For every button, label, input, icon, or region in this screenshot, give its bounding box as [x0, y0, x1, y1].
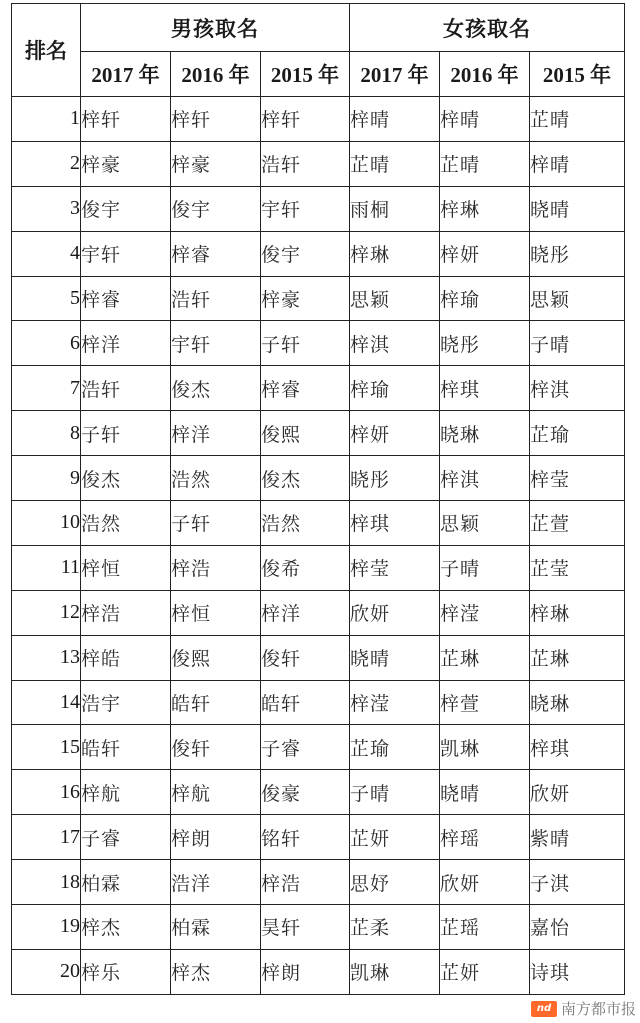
- boy-name-cell: 俊杰: [171, 366, 261, 411]
- girl-name-cell: 梓琳: [530, 590, 625, 635]
- girl-name-cell: 梓晴: [350, 97, 440, 142]
- boys-year-header: 2017 年: [81, 52, 171, 97]
- boy-name-cell: 浩然: [261, 501, 350, 546]
- boy-name-cell: 梓轩: [171, 97, 261, 142]
- rank-cell: 9: [12, 456, 81, 501]
- girl-name-cell: 诗琪: [530, 949, 625, 994]
- boy-name-cell: 梓轩: [81, 97, 171, 142]
- table-row: [12, 186, 625, 231]
- boy-name-cell: 子睿: [81, 815, 171, 860]
- boy-name-cell: 俊宇: [171, 186, 261, 231]
- rank-header: 排名: [12, 4, 81, 97]
- girls-year-header: 2016 年: [440, 52, 530, 97]
- table-row: [12, 590, 625, 635]
- boy-name-cell: 俊熙: [261, 411, 350, 456]
- boy-name-cell: 宇轩: [81, 231, 171, 276]
- boy-name-cell: 皓轩: [261, 680, 350, 725]
- boy-name-cell: 浩轩: [171, 276, 261, 321]
- girl-name-cell: 梓淇: [350, 321, 440, 366]
- girl-name-cell: 梓妍: [440, 231, 530, 276]
- table-row: [12, 366, 625, 411]
- boy-name-cell: 俊希: [261, 545, 350, 590]
- girl-name-cell: 嘉怡: [530, 905, 625, 950]
- girl-name-cell: 芷琳: [530, 635, 625, 680]
- girl-name-cell: 梓瑜: [440, 276, 530, 321]
- newspaper-logo-icon: nd: [531, 1001, 557, 1017]
- boy-name-cell: 昊轩: [261, 905, 350, 950]
- girl-name-cell: 梓晴: [440, 97, 530, 142]
- boy-name-cell: 俊熙: [171, 635, 261, 680]
- boys-year-header: 2015 年: [261, 52, 350, 97]
- boy-name-cell: 俊轩: [171, 725, 261, 770]
- table-row: [12, 545, 625, 590]
- table-row: [12, 905, 625, 950]
- rank-cell: 11: [12, 545, 81, 590]
- girl-name-cell: 雨桐: [350, 186, 440, 231]
- rank-cell: 17: [12, 815, 81, 860]
- rank-cell: 1: [12, 97, 81, 142]
- rank-cell: 12: [12, 590, 81, 635]
- header-row-years: [12, 52, 625, 97]
- girl-name-cell: 凯琳: [440, 725, 530, 770]
- rank-cell: 20: [12, 949, 81, 994]
- header-row-groups: [12, 4, 625, 52]
- girl-name-cell: 芷晴: [440, 141, 530, 186]
- table-body: [12, 97, 625, 995]
- girl-name-cell: 欣妍: [350, 590, 440, 635]
- table-row: [12, 456, 625, 501]
- girl-name-cell: 芷琳: [440, 635, 530, 680]
- boy-name-cell: 梓航: [81, 770, 171, 815]
- table-row: [12, 321, 625, 366]
- girl-name-cell: 芷妍: [350, 815, 440, 860]
- rank-cell: 16: [12, 770, 81, 815]
- girl-name-cell: 晓晴: [530, 186, 625, 231]
- boy-name-cell: 宇轩: [261, 186, 350, 231]
- boy-name-cell: 柏霖: [81, 860, 171, 905]
- boy-name-cell: 梓豪: [81, 141, 171, 186]
- girl-name-cell: 梓瑜: [350, 366, 440, 411]
- boy-name-cell: 梓航: [171, 770, 261, 815]
- boy-name-cell: 梓豪: [261, 276, 350, 321]
- boy-name-cell: 浩洋: [171, 860, 261, 905]
- boy-name-cell: 梓洋: [81, 321, 171, 366]
- girl-name-cell: 紫晴: [530, 815, 625, 860]
- boy-name-cell: 梓轩: [261, 97, 350, 142]
- boy-name-cell: 梓浩: [81, 590, 171, 635]
- rank-cell: 3: [12, 186, 81, 231]
- girls-year-header: 2015 年: [530, 52, 625, 97]
- watermark-text: 南方都市报: [560, 1000, 636, 1018]
- boy-name-cell: 梓皓: [81, 635, 171, 680]
- girl-name-cell: 梓琪: [350, 501, 440, 546]
- girl-name-cell: 梓琳: [350, 231, 440, 276]
- boy-name-cell: 子睿: [261, 725, 350, 770]
- boy-name-cell: 梓睿: [261, 366, 350, 411]
- names-ranking-table: [11, 3, 625, 995]
- boy-name-cell: 浩轩: [261, 141, 350, 186]
- table-row: [12, 635, 625, 680]
- girl-name-cell: 思妤: [350, 860, 440, 905]
- boys-year-header: 2016 年: [171, 52, 261, 97]
- table-row: [12, 276, 625, 321]
- table-row: [12, 949, 625, 994]
- girl-name-cell: 梓滢: [350, 680, 440, 725]
- boy-name-cell: 浩然: [81, 501, 171, 546]
- girl-name-cell: 晓彤: [350, 456, 440, 501]
- girls-year-header: 2017 年: [350, 52, 440, 97]
- girl-name-cell: 梓瑶: [440, 815, 530, 860]
- boy-name-cell: 皓轩: [81, 725, 171, 770]
- girl-name-cell: 晓晴: [440, 770, 530, 815]
- boy-name-cell: 梓恒: [171, 590, 261, 635]
- girl-name-cell: 芷晴: [530, 97, 625, 142]
- rank-cell: 8: [12, 411, 81, 456]
- girl-name-cell: 梓妍: [350, 411, 440, 456]
- boy-name-cell: 梓浩: [261, 860, 350, 905]
- girl-name-cell: 子淇: [530, 860, 625, 905]
- girl-name-cell: 芷妍: [440, 949, 530, 994]
- boy-name-cell: 俊杰: [81, 456, 171, 501]
- boy-name-cell: 子轩: [261, 321, 350, 366]
- girl-name-cell: 芷晴: [350, 141, 440, 186]
- boy-name-cell: 俊宇: [81, 186, 171, 231]
- girl-name-cell: 梓莹: [530, 456, 625, 501]
- boy-name-cell: 梓朗: [171, 815, 261, 860]
- boy-name-cell: 俊轩: [261, 635, 350, 680]
- boy-name-cell: 梓洋: [261, 590, 350, 635]
- table-row: [12, 411, 625, 456]
- girl-name-cell: 梓琳: [440, 186, 530, 231]
- table-row: [12, 97, 625, 142]
- rank-cell: 5: [12, 276, 81, 321]
- table-row: [12, 680, 625, 725]
- girl-name-cell: 欣妍: [530, 770, 625, 815]
- table-row: [12, 501, 625, 546]
- rank-cell: 19: [12, 905, 81, 950]
- girl-name-cell: 晓彤: [440, 321, 530, 366]
- girl-name-cell: 梓晴: [530, 141, 625, 186]
- boy-name-cell: 俊豪: [261, 770, 350, 815]
- girl-name-cell: 梓淇: [530, 366, 625, 411]
- boy-name-cell: 梓睿: [81, 276, 171, 321]
- boy-name-cell: 皓轩: [171, 680, 261, 725]
- girl-name-cell: 梓淇: [440, 456, 530, 501]
- girl-name-cell: 梓琪: [440, 366, 530, 411]
- girl-name-cell: 梓琪: [530, 725, 625, 770]
- girl-name-cell: 梓莹: [350, 545, 440, 590]
- boy-name-cell: 梓豪: [171, 141, 261, 186]
- boy-name-cell: 宇轩: [171, 321, 261, 366]
- girl-name-cell: 芷瑜: [350, 725, 440, 770]
- boy-name-cell: 梓恒: [81, 545, 171, 590]
- girl-name-cell: 芷莹: [530, 545, 625, 590]
- boys-names-header: 男孩取名: [81, 4, 350, 52]
- boy-name-cell: 俊杰: [261, 456, 350, 501]
- table-row: [12, 860, 625, 905]
- girl-name-cell: 欣妍: [440, 860, 530, 905]
- girl-name-cell: 子晴: [350, 770, 440, 815]
- boy-name-cell: 梓浩: [171, 545, 261, 590]
- girl-name-cell: 晓彤: [530, 231, 625, 276]
- girl-name-cell: 梓萱: [440, 680, 530, 725]
- rank-cell: 10: [12, 501, 81, 546]
- girl-name-cell: 梓滢: [440, 590, 530, 635]
- girl-name-cell: 晓琳: [440, 411, 530, 456]
- girl-name-cell: 芷瑶: [440, 905, 530, 950]
- rank-cell: 6: [12, 321, 81, 366]
- boy-name-cell: 浩宇: [81, 680, 171, 725]
- girl-name-cell: 芷萱: [530, 501, 625, 546]
- boy-name-cell: 梓杰: [81, 905, 171, 950]
- boy-name-cell: 梓洋: [171, 411, 261, 456]
- table-row: [12, 141, 625, 186]
- rank-cell: 7: [12, 366, 81, 411]
- girl-name-cell: 子晴: [440, 545, 530, 590]
- boy-name-cell: 子轩: [171, 501, 261, 546]
- boy-name-cell: 浩然: [171, 456, 261, 501]
- table-row: [12, 231, 625, 276]
- table-row: [12, 815, 625, 860]
- boy-name-cell: 浩轩: [81, 366, 171, 411]
- rank-cell: 2: [12, 141, 81, 186]
- girl-name-cell: 晓琳: [530, 680, 625, 725]
- boy-name-cell: 柏霖: [171, 905, 261, 950]
- boy-name-cell: 铭轩: [261, 815, 350, 860]
- boy-name-cell: 梓杰: [171, 949, 261, 994]
- boy-name-cell: 俊宇: [261, 231, 350, 276]
- girl-name-cell: 凯琳: [350, 949, 440, 994]
- boy-name-cell: 梓朗: [261, 949, 350, 994]
- girl-name-cell: 芷瑜: [530, 411, 625, 456]
- rank-cell: 18: [12, 860, 81, 905]
- rank-cell: 15: [12, 725, 81, 770]
- girls-names-header: 女孩取名: [350, 4, 625, 52]
- rank-cell: 14: [12, 680, 81, 725]
- girl-name-cell: 子晴: [530, 321, 625, 366]
- table-row: [12, 725, 625, 770]
- rank-cell: 4: [12, 231, 81, 276]
- girl-name-cell: 思颖: [440, 501, 530, 546]
- girl-name-cell: 芷柔: [350, 905, 440, 950]
- boy-name-cell: 梓乐: [81, 949, 171, 994]
- rank-cell: 13: [12, 635, 81, 680]
- girl-name-cell: 思颖: [530, 276, 625, 321]
- newspaper-watermark: [531, 998, 636, 1019]
- girl-name-cell: 思颖: [350, 276, 440, 321]
- boy-name-cell: 梓睿: [171, 231, 261, 276]
- boy-name-cell: 子轩: [81, 411, 171, 456]
- table-row: [12, 770, 625, 815]
- girl-name-cell: 晓晴: [350, 635, 440, 680]
